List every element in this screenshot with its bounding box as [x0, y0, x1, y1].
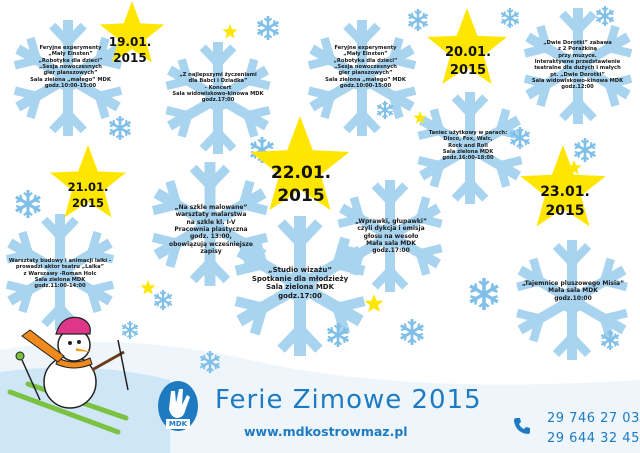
- mdk-logo: [157, 381, 199, 435]
- event-20-dorotki: „Dwie Dorotki” zabawa z 2 Porażkiną przy muzyce. Interaktywne przedstawienie teatralne dla dużych i małych pt. „Dwie Dorotki” Sala widowiskowo-kinowa MDK godz.12:00: [531, 40, 624, 91]
- snowflake-small: [153, 290, 173, 310]
- snowflake-small: [108, 116, 132, 140]
- event-23-teddy: „Tajemnice pluszowego Misia” Mała sala MDK godz.10:00: [521, 280, 625, 302]
- phone-number-2: 29 644 32 45: [547, 431, 640, 446]
- date-20-01: 20.01. 2015: [444, 45, 492, 78]
- event-21-glass: „Na szkle malowane” warsztaty malarstwa na szkle kl. I-V Pracownia plastyczna godz. 13:00, obowiązują wcześniejsze zapisy: [169, 204, 253, 255]
- snowflake-small: [399, 319, 425, 345]
- date-23-01: 23.01. 2015: [540, 184, 590, 219]
- phone-number-1: 29 746 27 03: [547, 411, 640, 426]
- event-20-dance: Taniec użytkowy w parach: Disco, Fox, Walc, Rock and Roll Sala zielona MDK godz.16:00-18:00: [428, 130, 508, 162]
- event-19-experiments: Feryjne experymenty „Mały Einsten” „Robotyka dla dzieci” „Sesja nowoczesnych gier planszowych” Sala zielona „małego” MDK godz.10:00-15:00: [30, 45, 111, 90]
- event-21-puppets: Warsztaty budowy i animacji lalki - prowadzi aktor teatru „Lalka” z Warszawy -Roman Holc Sala zielona MDK godz.11:00-14:00: [8, 258, 112, 290]
- phone-icon: [512, 416, 532, 436]
- snowflake-small: [500, 8, 520, 28]
- date-21-01: 21.01. 2015: [67, 180, 109, 210]
- snowflake-small: [407, 9, 429, 31]
- snowflake-small: [600, 330, 620, 350]
- website-link[interactable]: www.mdkostrowmaz.pl: [244, 424, 408, 439]
- event-19-concert: „Z najlepszymi życzeniami dla Babci i Dziadka” - Koncert Sala widowiskowo-kinowa MDK godz.17:00: [172, 72, 264, 104]
- event-20-experiments: Feryjne experymenty „Mały Einsten” „Robotyka dla dzieci” „Sesja nowoczesnych gier planszowych” Sala zielona „małego” MDK godz.10:00-15:00: [325, 45, 406, 90]
- star-small: [365, 294, 384, 312]
- snowflake-small: [573, 138, 597, 162]
- star-small: [222, 24, 237, 39]
- snowflake-small: [256, 16, 280, 40]
- snowflake-small: [595, 6, 615, 26]
- event-22-diction: „Wprawki, głupawki” czyli dykcja i emisja głosu na wesoło Mała sala MDK godz.17:00: [355, 218, 427, 255]
- event-22-studio: „Studio wizażu” Spotkanie dla młodzieży Sala zielona MDK godz.17:00: [251, 266, 349, 300]
- snowflake-small: [14, 190, 42, 218]
- date-22-01: 22.01. 2015: [270, 163, 332, 206]
- snowflake-small: [468, 278, 501, 310]
- poster-title: Ferie Zimowe 2015: [215, 385, 482, 415]
- date-19-01: 19.01. 2015: [108, 35, 152, 66]
- star-small: [140, 280, 155, 295]
- snowflake-small: [121, 321, 139, 339]
- mdk-logo-text: MDK: [168, 420, 188, 428]
